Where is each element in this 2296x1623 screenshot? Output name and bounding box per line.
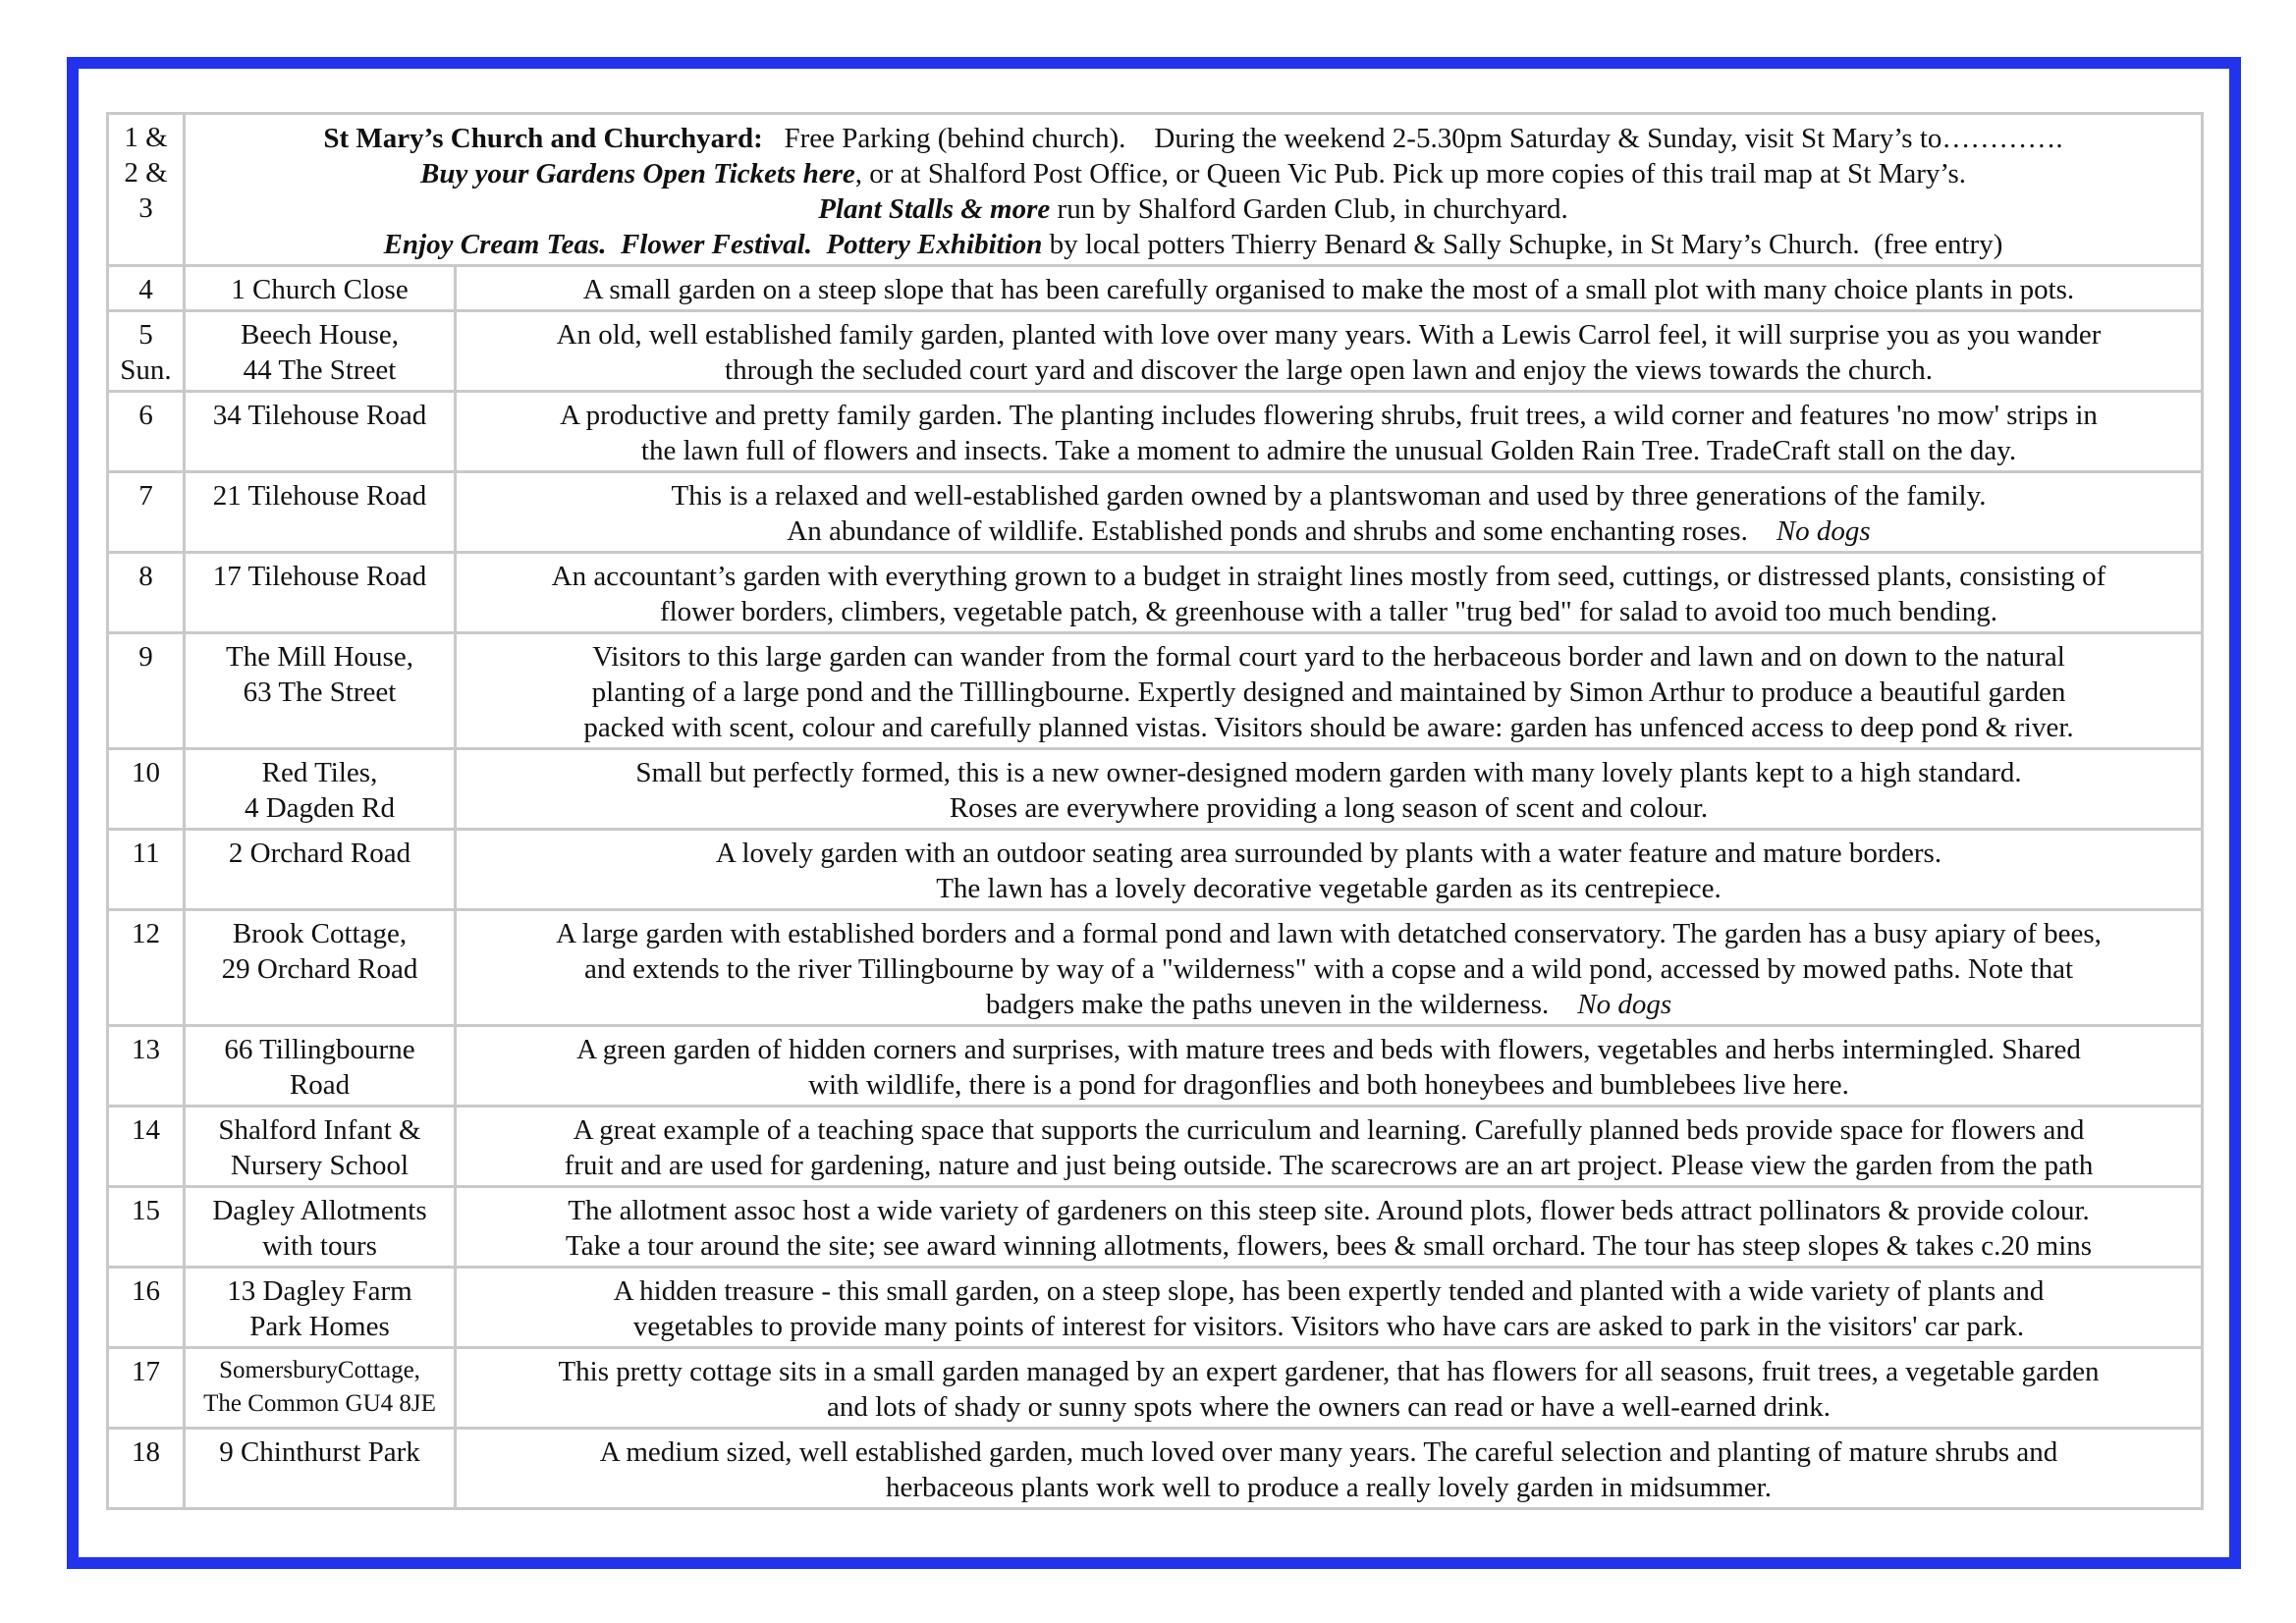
garden-number-cell bbox=[108, 311, 185, 392]
garden-description-line bbox=[465, 755, 2193, 790]
garden-description-text: Visitors to this large garden can wander from the formal court yard to the herbaceous border and lawn and on down to the natural bbox=[592, 641, 2065, 673]
garden-description-line bbox=[465, 1309, 2193, 1344]
garden-row bbox=[108, 1429, 2203, 1509]
garden-description-text: The allotment assoc host a wide variety of gardeners on this steep site. Around plots, flower beds attract pollinators & provide colour. bbox=[568, 1195, 2090, 1226]
garden-description-text: and lots of shady or sunny spots where the owners can read or have a well-earned drink. bbox=[827, 1391, 1831, 1423]
garden-description-line bbox=[465, 916, 2193, 951]
garden-name-line: 29 Orchard Road bbox=[221, 953, 418, 985]
garden-description-line bbox=[465, 836, 2193, 871]
garden-name-line: 66 Tillingbourne bbox=[224, 1034, 415, 1065]
garden-description-line bbox=[465, 478, 2193, 514]
garden-name-line: Beech House, bbox=[240, 319, 400, 351]
garden-description-line bbox=[465, 639, 2193, 675]
garden-name-line: 13 Dagley Farm bbox=[227, 1275, 412, 1307]
garden-description-cell bbox=[456, 1107, 2203, 1187]
garden-description-line bbox=[465, 594, 2193, 629]
garden-description-line bbox=[465, 272, 2193, 307]
garden-row bbox=[108, 1268, 2203, 1348]
garden-number-cell bbox=[108, 910, 185, 1026]
garden-description-line bbox=[465, 951, 2193, 987]
garden-name-cell bbox=[185, 1026, 456, 1107]
church-heading-details: Free Parking (behind church). During the weekend 2-5.30pm Saturday & Sunday, visit St Mary’s to…………. bbox=[762, 123, 2063, 154]
garden-number: 10 bbox=[132, 757, 160, 788]
garden-name-cell bbox=[185, 1348, 456, 1429]
garden-name-cell bbox=[185, 910, 456, 1026]
garden-description-line bbox=[465, 1112, 2193, 1148]
garden-number: 17 bbox=[132, 1356, 160, 1387]
events-details: by local potters Thierry Benard & Sally Schupke, in St Mary’s Church. (free entry) bbox=[1042, 229, 2003, 260]
garden-row bbox=[108, 266, 2203, 311]
intro-text-cell bbox=[185, 114, 2203, 266]
garden-row bbox=[108, 749, 2203, 830]
garden-description-cell bbox=[456, 553, 2203, 633]
stalls-details: run by Shalford Garden Club, in churchyard. bbox=[1050, 193, 1568, 225]
events-highlight: Enjoy Cream Teas. Flower Festival. Pottery Exhibition bbox=[383, 229, 1043, 260]
garden-name-line: 44 The Street bbox=[243, 354, 397, 386]
garden-name-line: The Common GU4 8JE bbox=[203, 1390, 436, 1417]
garden-description-text: This is a relaxed and well-established garden owned by a plantswoman and used by three generations of the family. bbox=[671, 480, 1987, 512]
garden-description-line bbox=[465, 1032, 2193, 1067]
garden-description-text: A small garden on a steep slope that has been carefully organised to make the most of a small plot with many choice plants in pots. bbox=[582, 274, 2075, 305]
garden-description-cell bbox=[456, 1187, 2203, 1268]
intro-line-heading bbox=[193, 121, 2193, 156]
garden-number-cell bbox=[108, 553, 185, 633]
garden-description-text: A green garden of hidden corners and surprises, with mature trees and beds with flowers, vegetables and herbs intermingled. Shared bbox=[576, 1034, 2081, 1065]
page-frame bbox=[67, 57, 2241, 1569]
garden-description-cell bbox=[456, 910, 2203, 1026]
intro-line-stalls bbox=[193, 191, 2193, 227]
garden-description-line bbox=[465, 987, 2193, 1022]
garden-number-cell bbox=[108, 266, 185, 311]
garden-number: 16 bbox=[132, 1275, 160, 1307]
intro-number-cell bbox=[108, 114, 185, 266]
garden-row bbox=[108, 1187, 2203, 1268]
garden-description-cell bbox=[456, 1268, 2203, 1348]
garden-description-line bbox=[465, 675, 2193, 710]
garden-description-line bbox=[465, 514, 2193, 549]
garden-row bbox=[108, 553, 2203, 633]
garden-name-line: 2 Orchard Road bbox=[228, 838, 411, 869]
garden-description-line bbox=[465, 871, 2193, 906]
garden-row bbox=[108, 633, 2203, 749]
note-spacer bbox=[1549, 989, 1577, 1020]
garden-name-cell bbox=[185, 311, 456, 392]
garden-name-line: 9 Chinthurst Park bbox=[219, 1436, 420, 1468]
garden-description-text: A medium sized, well established garden, much loved over many years. The careful selection and planting of mature shrubs and bbox=[599, 1436, 2058, 1468]
garden-row bbox=[108, 1348, 2203, 1429]
garden-description-line bbox=[465, 317, 2193, 352]
garden-name-cell bbox=[185, 749, 456, 830]
garden-description-text: An abundance of wildlife. Established ponds and shrubs and some enchanting roses. bbox=[787, 515, 1748, 547]
garden-row bbox=[108, 1107, 2203, 1187]
garden-description-text: Small but perfectly formed, this is a new owner-designed modern garden with many lovely plants kept to a high standard. bbox=[635, 757, 2022, 788]
garden-description-cell bbox=[456, 266, 2203, 311]
garden-description-text: flower borders, climbers, vegetable patch, & greenhouse with a taller "trug bed" for salad to avoid too much bending. bbox=[659, 596, 1998, 627]
garden-name-line: SomersburyCottage, bbox=[219, 1357, 420, 1383]
garden-description-text: The lawn has a lovely decorative vegetable garden as its centrepiece. bbox=[936, 873, 1722, 904]
note-spacer bbox=[1748, 515, 1777, 547]
garden-description-text: with wildlife, there is a pond for dragonflies and both honeybees and bumblebees live here. bbox=[808, 1069, 1849, 1101]
garden-number: 14 bbox=[132, 1114, 160, 1146]
garden-description-cell bbox=[456, 311, 2203, 392]
garden-description-text: A hidden treasure - this small garden, on a steep slope, has been expertly tended and planted with a wide variety of plants and bbox=[613, 1275, 2045, 1307]
garden-description-cell bbox=[456, 1429, 2203, 1509]
garden-name-cell bbox=[185, 633, 456, 749]
intro-number-line: 1 & bbox=[124, 122, 168, 153]
garden-name-line: 34 Tilehouse Road bbox=[212, 400, 427, 431]
garden-description-text: An accountant’s garden with everything grown to a budget in straight lines mostly from seed, cuttings, or distressed plants, consisting of bbox=[551, 561, 2106, 592]
garden-name-line: 63 The Street bbox=[243, 676, 397, 708]
garden-name-line: Shalford Infant & bbox=[218, 1114, 421, 1146]
garden-name-cell bbox=[185, 1187, 456, 1268]
garden-description-text: This pretty cottage sits in a small garden managed by an expert gardener, that has flowers for all seasons, fruit trees, a vegetable garden bbox=[558, 1356, 2100, 1387]
garden-description-line bbox=[465, 710, 2193, 745]
garden-description-cell bbox=[456, 392, 2203, 472]
garden-number: 18 bbox=[132, 1436, 160, 1468]
intro-row bbox=[108, 114, 2203, 266]
garden-number-cell bbox=[108, 1348, 185, 1429]
garden-description-cell bbox=[456, 749, 2203, 830]
garden-description-line bbox=[465, 1389, 2193, 1425]
garden-number-cell bbox=[108, 472, 185, 553]
garden-name-cell bbox=[185, 830, 456, 910]
garden-number-cell bbox=[108, 1268, 185, 1348]
stalls-highlight: Plant Stalls & more bbox=[818, 193, 1051, 225]
garden-description-text: Roses are everywhere providing a long season of scent and colour. bbox=[949, 792, 1709, 824]
garden-description-text: An old, well established family garden, planted with love over many years. With a Lewis Carrol feel, it will surprise you as you wander bbox=[556, 319, 2102, 351]
garden-number-cell bbox=[108, 1026, 185, 1107]
garden-name-cell bbox=[185, 472, 456, 553]
intro-number-line: 2 & bbox=[124, 157, 168, 189]
garden-name-cell bbox=[185, 1268, 456, 1348]
garden-description-line bbox=[465, 1193, 2193, 1228]
garden-description-cell bbox=[456, 472, 2203, 553]
garden-name-line: The Mill House, bbox=[226, 641, 413, 673]
gardens-table-body bbox=[108, 114, 2203, 1509]
garden-name-line: 17 Tilehouse Road bbox=[212, 561, 427, 592]
garden-number-cell bbox=[108, 830, 185, 910]
no-dogs-note: No dogs bbox=[1577, 989, 1672, 1020]
garden-name-line: Dagley Allotments bbox=[212, 1195, 427, 1226]
garden-name-line: 1 Church Close bbox=[231, 274, 409, 305]
garden-description-text: A large garden with established borders and a formal pond and lawn with detatched conservatory. The garden has a busy apiary of bees, bbox=[556, 918, 2102, 949]
garden-row bbox=[108, 472, 2203, 553]
garden-number-cell bbox=[108, 749, 185, 830]
garden-number: 12 bbox=[132, 918, 160, 949]
garden-description-line bbox=[465, 398, 2193, 433]
garden-name-line: 4 Dagden Rd bbox=[244, 792, 396, 824]
garden-description-text: badgers make the paths uneven in the wilderness. bbox=[985, 989, 1550, 1020]
gardens-table bbox=[106, 112, 2204, 1510]
garden-description-text: vegetables to provide many points of interest for visitors. Visitors who have cars are asked to park in the visitors' car park. bbox=[632, 1311, 2025, 1342]
garden-name-line: Brook Cottage, bbox=[232, 918, 408, 949]
garden-description-line bbox=[465, 1148, 2193, 1183]
garden-name-cell bbox=[185, 1429, 456, 1509]
garden-name-cell bbox=[185, 553, 456, 633]
garden-name-line: Nursery School bbox=[230, 1150, 410, 1181]
garden-description-cell bbox=[456, 1348, 2203, 1429]
garden-number: Sun. bbox=[120, 354, 172, 386]
garden-number: 6 bbox=[138, 400, 153, 431]
garden-name-line: Road bbox=[289, 1069, 351, 1101]
garden-description-text: planting of a large pond and the Tilllingbourne. Expertly designed and maintained by Simon Arthur to produce a beautiful garden bbox=[591, 676, 2066, 708]
garden-number: 9 bbox=[138, 641, 153, 673]
garden-description-line bbox=[465, 1067, 2193, 1103]
garden-name-cell bbox=[185, 392, 456, 472]
garden-description-line bbox=[465, 559, 2193, 594]
garden-number: 4 bbox=[138, 274, 153, 305]
garden-description-line bbox=[465, 1354, 2193, 1389]
tickets-details: , or at Shalford Post Office, or Queen Vic Pub. Pick up more copies of this trail map at St Mary’s. bbox=[854, 158, 1966, 189]
garden-row bbox=[108, 910, 2203, 1026]
garden-description-text: through the secluded court yard and discover the large open lawn and enjoy the views towards the church. bbox=[725, 354, 1933, 386]
garden-name-cell bbox=[185, 1107, 456, 1187]
garden-description-cell bbox=[456, 633, 2203, 749]
garden-description-text: and extends to the river Tillingbourne by way of a "wilderness" with a copse and a wild pond, accessed by mowed paths. Note that bbox=[583, 953, 2074, 985]
garden-description-text: herbaceous plants work well to produce a really lovely garden in midsummer. bbox=[886, 1472, 1772, 1503]
garden-row bbox=[108, 1026, 2203, 1107]
garden-description-text: A lovely garden with an outdoor seating area surrounded by plants with a water feature and mature borders. bbox=[715, 838, 1942, 869]
garden-number: 11 bbox=[132, 838, 160, 869]
garden-description-cell bbox=[456, 830, 2203, 910]
garden-name-cell bbox=[185, 266, 456, 311]
tickets-highlight: Buy your Gardens Open Tickets here bbox=[419, 158, 855, 189]
garden-number: 7 bbox=[138, 480, 153, 512]
no-dogs-note: No dogs bbox=[1776, 515, 1871, 547]
garden-number-cell bbox=[108, 392, 185, 472]
garden-name-line: Park Homes bbox=[249, 1311, 390, 1342]
garden-description-line bbox=[465, 1434, 2193, 1470]
garden-name-line: Red Tiles, bbox=[261, 757, 378, 788]
garden-description-text: fruit and are used for gardening, nature and just being outside. The scarecrows are an art project. Please view the garden from the path bbox=[564, 1150, 2094, 1181]
garden-number-cell bbox=[108, 1187, 185, 1268]
church-heading: St Mary’s Church and Churchyard: bbox=[323, 123, 763, 154]
garden-row bbox=[108, 311, 2203, 392]
garden-row bbox=[108, 392, 2203, 472]
garden-number-cell bbox=[108, 1107, 185, 1187]
garden-description-line bbox=[465, 1273, 2193, 1309]
garden-description-line bbox=[465, 433, 2193, 468]
garden-description-line bbox=[465, 1470, 2193, 1505]
garden-row bbox=[108, 830, 2203, 910]
garden-description-text: the lawn full of flowers and insects. Take a moment to admire the unusual Golden Rain Tree. TradeCraft stall on the day. bbox=[640, 435, 2017, 466]
garden-number-cell bbox=[108, 633, 185, 749]
garden-number: 13 bbox=[132, 1034, 160, 1065]
garden-name-line: 21 Tilehouse Road bbox=[212, 480, 427, 512]
intro-number-line: 3 bbox=[138, 192, 153, 224]
garden-number-cell bbox=[108, 1429, 185, 1509]
garden-name-line: with tours bbox=[262, 1230, 377, 1262]
garden-description-line bbox=[465, 790, 2193, 826]
intro-line-events bbox=[193, 227, 2193, 262]
garden-description-text: A great example of a teaching space that supports the curriculum and learning. Carefully planned beds provide space for flowers and bbox=[573, 1114, 2085, 1146]
garden-description-cell bbox=[456, 1026, 2203, 1107]
garden-description-text: Take a tour around the site; see award winning allotments, flowers, bees & small orchard. The tour has steep slopes & takes c.20 mins bbox=[565, 1230, 2093, 1262]
garden-description-text: packed with scent, colour and carefully planned vistas. Visitors should be aware: garden has unfenced access to deep pond & river. bbox=[583, 712, 2074, 743]
intro-line-tickets bbox=[193, 156, 2193, 191]
garden-number: 15 bbox=[132, 1195, 160, 1226]
garden-description-text: A productive and pretty family garden. The planting includes flowering shrubs, fruit trees, a wild corner and features 'no mow' strips in bbox=[560, 400, 2098, 431]
garden-description-line bbox=[465, 1228, 2193, 1264]
garden-description-line bbox=[465, 352, 2193, 388]
garden-number: 8 bbox=[138, 561, 153, 592]
garden-number: 5 bbox=[138, 319, 153, 351]
